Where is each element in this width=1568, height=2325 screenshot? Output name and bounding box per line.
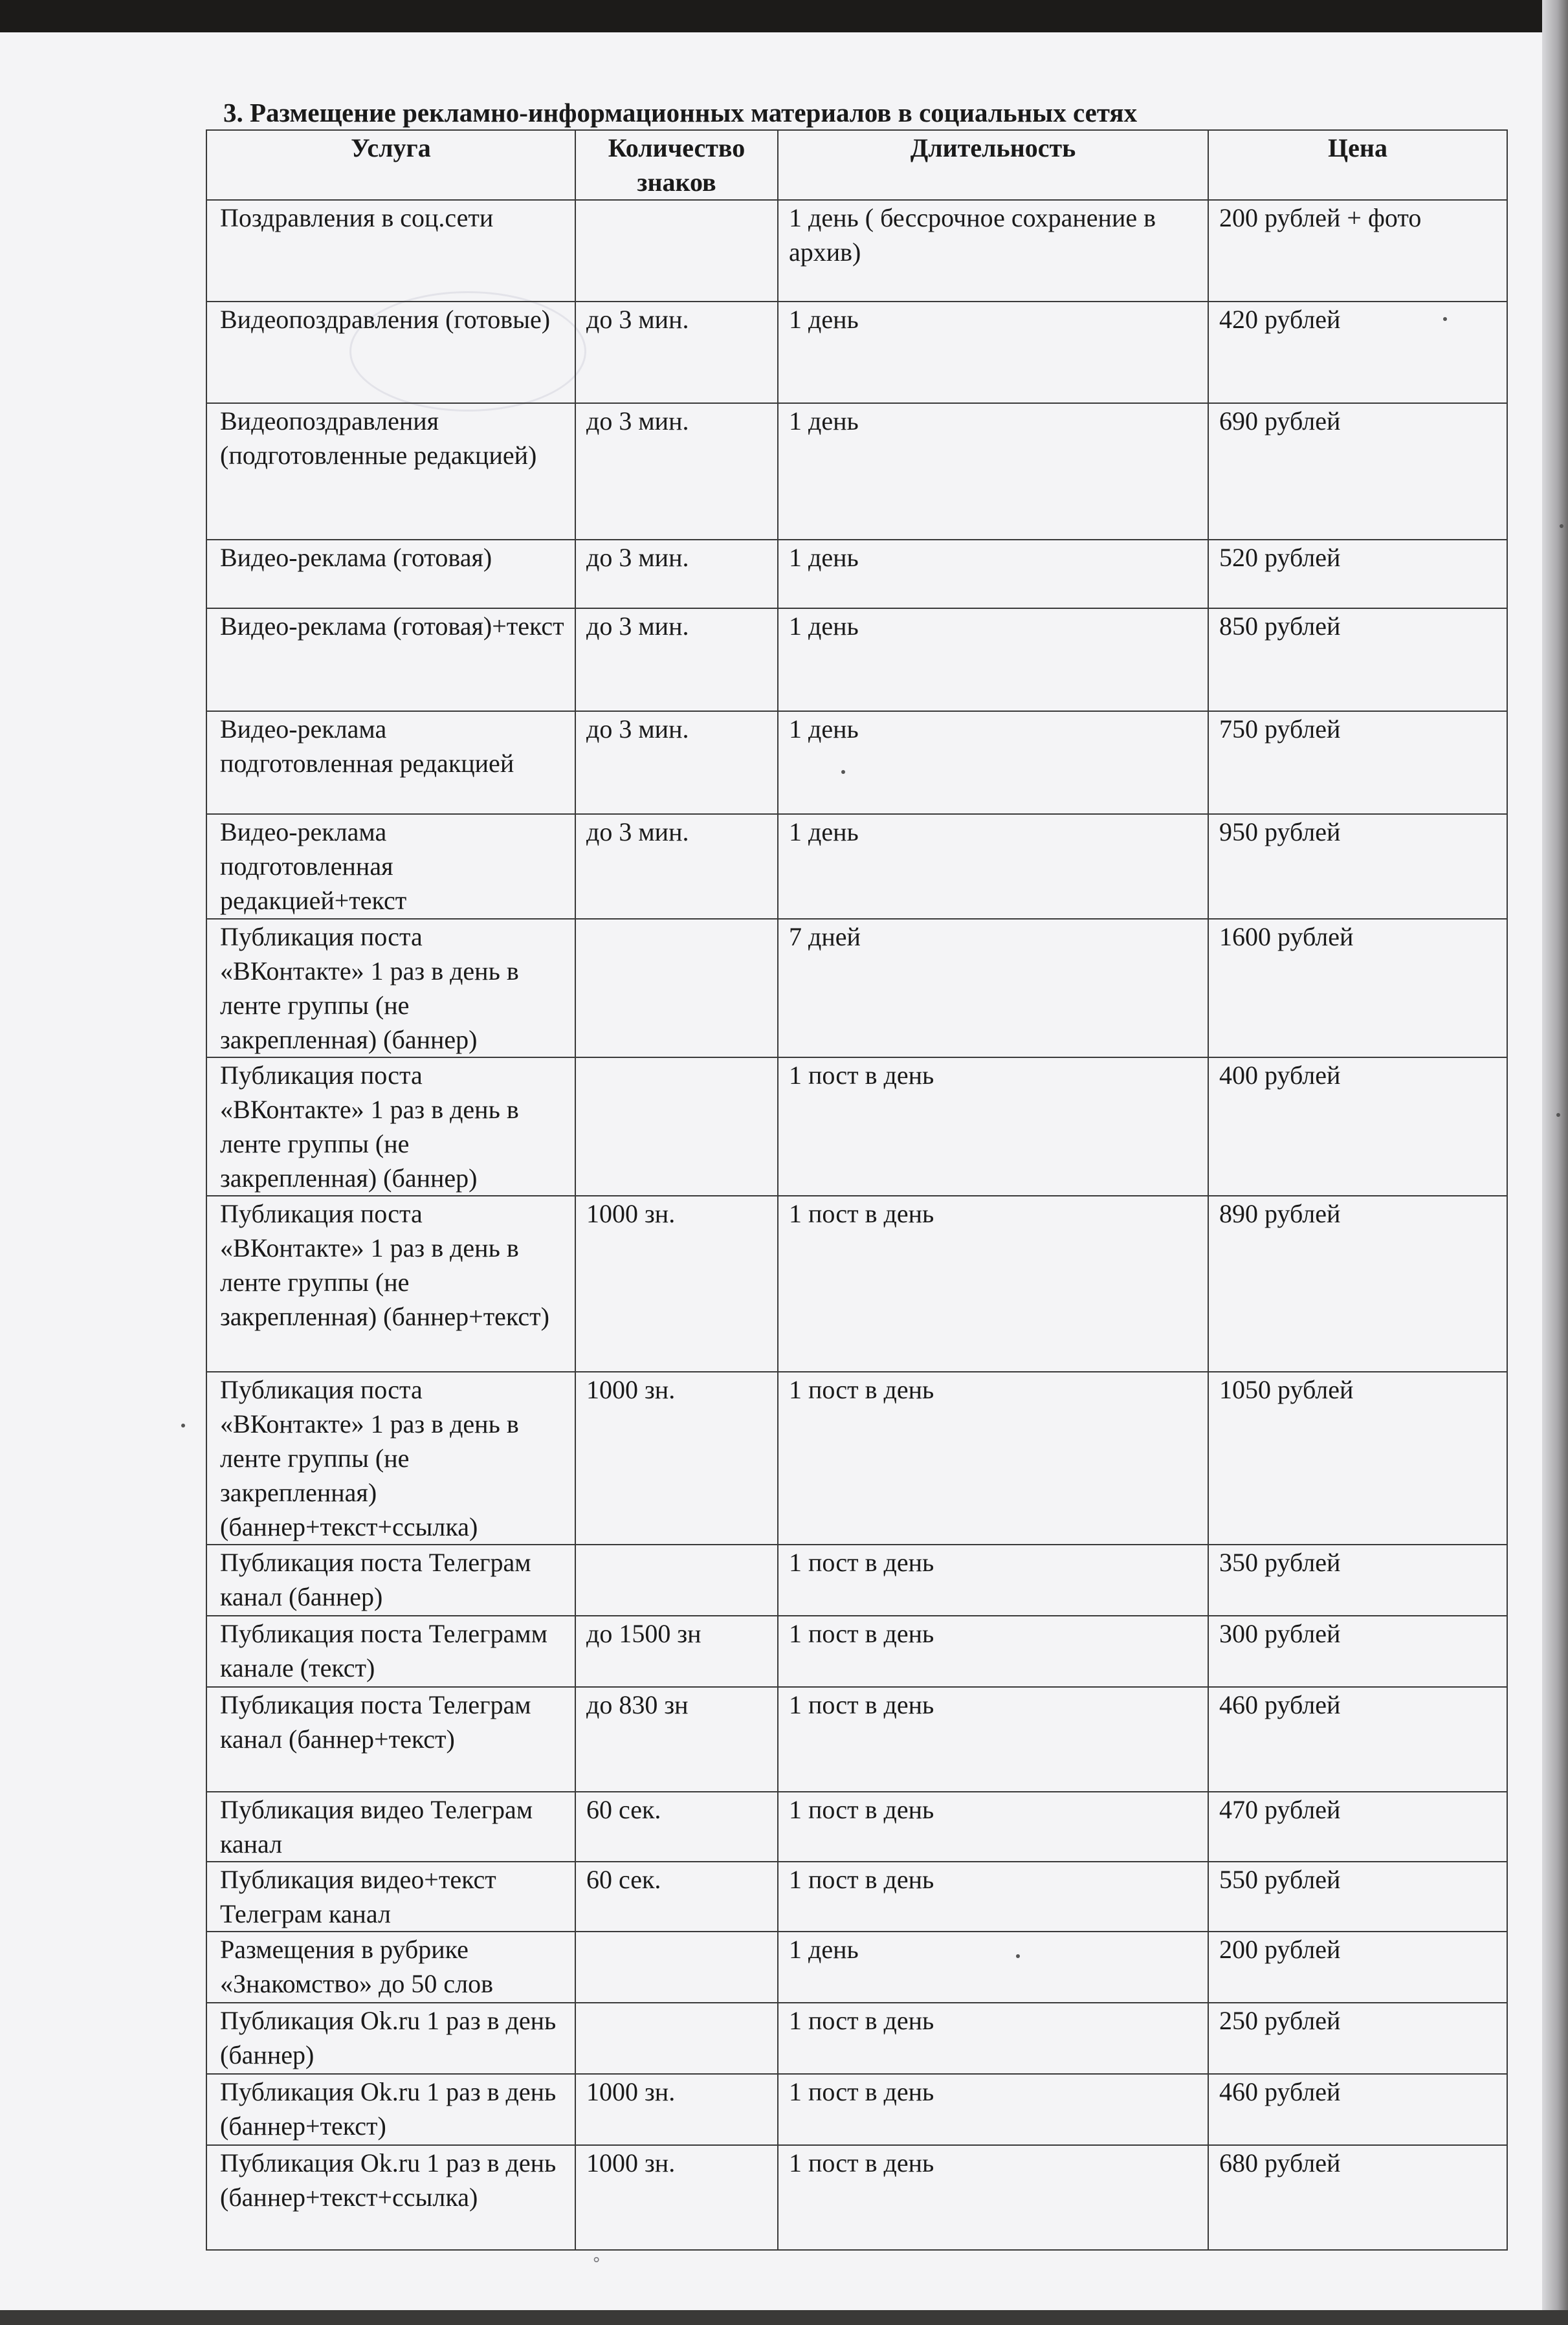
- cell-price: 950 рублей: [1208, 814, 1507, 919]
- cell-chars: до 3 мин.: [575, 608, 778, 711]
- cell-chars: до 3 мин.: [575, 403, 778, 540]
- scan-mark: ˚: [592, 2253, 601, 2282]
- cell-chars: [575, 1057, 778, 1196]
- cell-service: Публикация поста «ВКонтакте» 1 раз в день в ленте группы (не закрепленная) (баннер+текст): [206, 1196, 575, 1372]
- cell-chars: до 3 мин.: [575, 711, 778, 814]
- cell-price: 690 рублей: [1208, 403, 1507, 540]
- cell-duration: 1 день: [778, 540, 1208, 608]
- cell-chars: до 3 мин.: [575, 302, 778, 403]
- cell-price: 400 рублей: [1208, 1057, 1507, 1196]
- cell-service: Видео-реклама (готовая)+текст: [206, 608, 575, 711]
- cell-service: Публикация поста Телеграмм канале (текст): [206, 1616, 575, 1687]
- cell-duration: 1 пост в день: [778, 1687, 1208, 1792]
- cell-service: Публикация Ok.ru 1 раз в день (баннер+текст): [206, 2074, 575, 2145]
- table-row: [206, 814, 1507, 919]
- cell-price: 890 рублей: [1208, 1196, 1507, 1372]
- cell-price: 460 рублей: [1208, 1687, 1507, 1792]
- cell-service: Публикация поста «ВКонтакте» 1 раз в день в ленте группы (не закрепленная) (баннер): [206, 919, 575, 1057]
- column-header-chars: Количество знаков: [575, 130, 778, 200]
- cell-service: Видеопоздравления (готовые): [206, 302, 575, 403]
- cell-duration: 1 пост в день: [778, 1792, 1208, 1862]
- cell-duration: 1 пост в день: [778, 1862, 1208, 1932]
- cell-price: 420 рублей: [1208, 302, 1507, 403]
- table-row: [206, 1545, 1507, 1616]
- scan-speck: [181, 1424, 185, 1427]
- cell-chars: до 3 мин.: [575, 814, 778, 919]
- cell-duration: 1 пост в день: [778, 2003, 1208, 2074]
- cell-price: 350 рублей: [1208, 1545, 1507, 1616]
- table-row: [206, 2145, 1507, 2250]
- cell-service: Публикация Ok.ru 1 раз в день (баннер+текст+ссылка): [206, 2145, 575, 2250]
- cell-chars: до 830 зн: [575, 1687, 778, 1792]
- cell-service: Видео-реклама подготовленная редакцией+текст: [206, 814, 575, 919]
- cell-duration: 1 день: [778, 1932, 1208, 2003]
- table-row: [206, 200, 1507, 302]
- cell-price: 300 рублей: [1208, 1616, 1507, 1687]
- cell-service: Видеопоздравления (подготовленные редакцией): [206, 403, 575, 540]
- section-title: 3. Размещение рекламно-информационных материалов в социальных сетях: [223, 98, 1138, 127]
- cell-duration: 7 дней: [778, 919, 1208, 1057]
- cell-chars: 1000 зн.: [575, 1372, 778, 1545]
- cell-service: Поздравления в соц.сети: [206, 200, 575, 302]
- table-row: [206, 1862, 1507, 1932]
- cell-price: 520 рублей: [1208, 540, 1507, 608]
- cell-chars: 1000 зн.: [575, 2074, 778, 2145]
- table-row: [206, 1687, 1507, 1792]
- cell-duration: 1 пост в день: [778, 1545, 1208, 1616]
- price-table: [206, 129, 1508, 2251]
- cell-service: Публикация Ok.ru 1 раз в день (баннер): [206, 2003, 575, 2074]
- cell-service: Публикация видео+текст Телеграм канал: [206, 1862, 575, 1932]
- scan-edge: [1542, 0, 1568, 2325]
- cell-chars: 1000 зн.: [575, 1196, 778, 1372]
- cell-price: 200 рублей: [1208, 1932, 1507, 2003]
- cell-price: 850 рублей: [1208, 608, 1507, 711]
- table-row: [206, 540, 1507, 608]
- cell-service: Видео-реклама (готовая): [206, 540, 575, 608]
- table-row: [206, 403, 1507, 540]
- table-row: [206, 302, 1507, 403]
- cell-service: Публикация поста Телеграм канал (баннер+текст): [206, 1687, 575, 1792]
- table-row: [206, 711, 1507, 814]
- cell-chars: [575, 2003, 778, 2074]
- cell-duration: 1 день: [778, 711, 1208, 814]
- cell-service: Публикация поста «ВКонтакте» 1 раз в день в ленте группы (не закрепленная) (баннер+текст+ссылка): [206, 1372, 575, 1545]
- cell-chars: [575, 200, 778, 302]
- cell-chars: 1000 зн.: [575, 2145, 778, 2250]
- table-row: [206, 608, 1507, 711]
- table-body: [206, 200, 1507, 2250]
- cell-duration: 1 пост в день: [778, 1196, 1208, 1372]
- cell-chars: до 3 мин.: [575, 540, 778, 608]
- cell-chars: [575, 1932, 778, 2003]
- cell-service: Публикация видео Телеграм канал: [206, 1792, 575, 1862]
- cell-duration: 1 день: [778, 302, 1208, 403]
- cell-duration: 1 день: [778, 608, 1208, 711]
- cell-price: 200 рублей + фото: [1208, 200, 1507, 302]
- cell-price: 1600 рублей: [1208, 919, 1507, 1057]
- cell-price: 750 рублей: [1208, 711, 1507, 814]
- table-row: [206, 1196, 1507, 1372]
- cell-chars: [575, 919, 778, 1057]
- cell-service: Публикация поста «ВКонтакте» 1 раз в день в ленте группы (не закрепленная) (баннер): [206, 1057, 575, 1196]
- column-header-price: Цена: [1208, 130, 1507, 200]
- cell-service: Публикация поста Телеграм канал (баннер): [206, 1545, 575, 1616]
- scan-bottom-edge: [0, 2310, 1568, 2325]
- table-row: [206, 1932, 1507, 2003]
- table-row: [206, 1372, 1507, 1545]
- table-row: [206, 1616, 1507, 1687]
- cell-duration: 1 пост в день: [778, 1616, 1208, 1687]
- cell-duration: 1 день: [778, 814, 1208, 919]
- cell-duration: 1 пост в день: [778, 2145, 1208, 2250]
- table-row: [206, 2074, 1507, 2145]
- cell-duration: 1 день: [778, 403, 1208, 540]
- table-row: [206, 1792, 1507, 1862]
- column-header-duration: Длительность: [778, 130, 1208, 200]
- cell-chars: [575, 1545, 778, 1616]
- table-row: [206, 919, 1507, 1057]
- cell-duration: 1 пост в день: [778, 1057, 1208, 1196]
- scan-speck: [1556, 1113, 1560, 1117]
- cell-price: 250 рублей: [1208, 2003, 1507, 2074]
- cell-duration: 1 день ( бессрочное сохранение в архив): [778, 200, 1208, 302]
- scan-speck: [1560, 524, 1563, 528]
- cell-price: 1050 рублей: [1208, 1372, 1507, 1545]
- table-row: [206, 1057, 1507, 1196]
- table-row: [206, 2003, 1507, 2074]
- cell-price: 470 рублей: [1208, 1792, 1507, 1862]
- cell-chars: 60 сек.: [575, 1862, 778, 1932]
- cell-price: 680 рублей: [1208, 2145, 1507, 2250]
- table-header-row: [206, 130, 1507, 200]
- cell-chars: 60 сек.: [575, 1792, 778, 1862]
- cell-price: 460 рублей: [1208, 2074, 1507, 2145]
- cell-price: 550 рублей: [1208, 1862, 1507, 1932]
- cell-duration: 1 пост в день: [778, 2074, 1208, 2145]
- cell-service: Видео-реклама подготовленная редакцией: [206, 711, 575, 814]
- cell-chars: до 1500 зн: [575, 1616, 778, 1687]
- cell-duration: 1 пост в день: [778, 1372, 1208, 1545]
- column-header-service: Услуга: [206, 130, 575, 200]
- cell-service: Размещения в рубрике «Знакомство» до 50 слов: [206, 1932, 575, 2003]
